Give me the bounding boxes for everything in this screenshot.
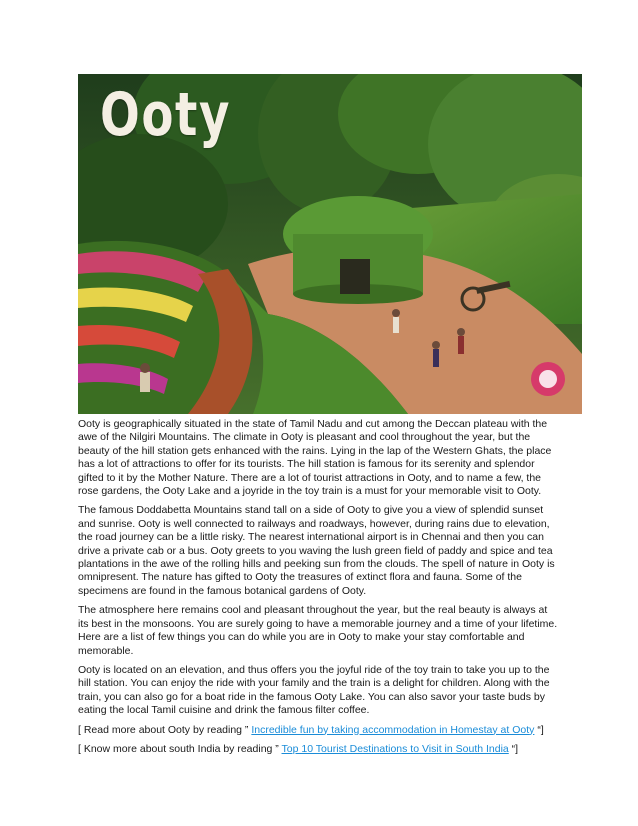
paragraph-doddabetta: The famous Doddabetta Mountains stand tall on a side of Ooty to give you a view of splendid sunset and sunrise. Ooty is well connected to railways and roadways, however, during rains due to elevation, the road journey can be a little risky. The nearest international airport is in Chennai and then you can drive a private cab or a bus. Ooty greets to you waving the lush green field of paddy and spice and tea plantations in the awe of the rolling hills and peeking sun from the clouds. The spell of nature in Ooty is omnipresent. The nature has gifted to Ooty the treasures of extinct flora and fauna. Some of the specimens are found in the famous botanical gardens of Ooty. — [78, 504, 555, 597]
paragraph-atmosphere: The atmosphere here remains cool and pleasant throughout the year, but the real beauty is always at its best in the monsoons. You are surely going to have a memorable journey and a time of your lifetime. Here are a list of few things you can do while you are in Ooty to make your stay comfortable and memorable. — [78, 604, 558, 657]
ooty-garden-photo — [78, 74, 582, 414]
know-more-suffix: “] — [508, 742, 519, 755]
photo-title-ooty: Ooty — [100, 80, 232, 150]
paragraph-intro: Ooty is geographically situated in the state of Tamil Nadu and cut among the Deccan plateau with the awe of the Nilgiri Mountains. The climate in Ooty is pleasant and cool throughout the year, but the beauty of the hill station gets enhanced with the rains. Lying in the lap of the Western Ghats, the place has a lot of attractions to offer for its tourists. The hill station is famous for its serenity and splendor gifted to it by the Mother Nature. There are a lot of tourist attractions in Ooty, and to name a few, the rose gardens, the Ooty Lake and a joyride in the toy train is a must for your memorable visit to Ooty. — [78, 418, 552, 498]
article-body — [78, 418, 560, 762]
paragraph-toy-train: Ooty is located on an elevation, and thus offers you the joyful ride of the toy train to take you up to the hill station. You can enjoy the ride with your family and the train is a delight for children. Along with the train, you can also go for a boat ride in the famous Ooty Lake. You can also savor your taste buds by eating the local Tamil cuisine and drink the famous filter coffee. — [78, 663, 550, 717]
homestay-link[interactable]: Incredible fun by taking accommodation in Homestay at Ooty — [251, 723, 535, 736]
south-india-link[interactable]: Top 10 Tourist Destinations to Visit in South India — [281, 742, 509, 755]
read-more-prefix: [ Read more about Ooty by reading ” — [78, 723, 252, 736]
read-more-suffix: “] — [534, 723, 544, 736]
know-more-line — [78, 743, 560, 756]
know-more-prefix: [ Know more about south India by reading ” — [78, 742, 282, 755]
read-more-line — [78, 724, 560, 737]
